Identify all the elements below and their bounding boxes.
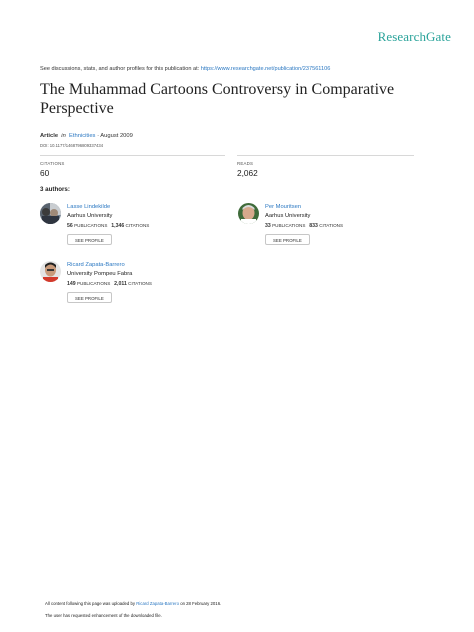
publications-label: PUBLICATIONS (272, 223, 306, 228)
researchgate-logo[interactable]: ResearchGate (377, 29, 451, 44)
see-profile-button[interactable]: SEE PROFILE (67, 234, 112, 245)
author-stats (67, 281, 152, 287)
author-name[interactable]: Per Mouritsen (265, 204, 302, 210)
author-name[interactable]: Lasse Lindekilde (67, 204, 111, 210)
citations-label: CITATIONS (40, 161, 65, 166)
author-name[interactable]: Ricard Zapata-Barrero (67, 262, 125, 268)
citations-count: 833 (309, 223, 318, 229)
publication-date: · August 2009 (97, 133, 133, 139)
author-card (40, 261, 220, 309)
see-profile-button[interactable]: SEE PROFILE (265, 234, 310, 245)
discussion-text: See discussions, stats, and author profiles for this publication at: (40, 66, 201, 72)
enhancement-note: The user has requested enhancement of the downloaded file. (45, 613, 162, 618)
reads-value: 2,062 (237, 168, 258, 178)
discussion-line (40, 66, 330, 72)
authors-count: 3 authors: (40, 186, 70, 193)
author-stats (265, 223, 343, 229)
author-stats (67, 223, 149, 229)
uploader-link[interactable]: Ricard Zapata-Barrero (136, 601, 179, 606)
see-profile-button[interactable]: SEE PROFILE (67, 292, 112, 303)
author-institution: University Pompeu Fabra (67, 271, 133, 277)
citations-label: CITATIONS (319, 223, 344, 228)
journal-link[interactable]: Ethnicities (69, 133, 96, 139)
publications-label: PUBLICATIONS (76, 281, 111, 286)
publication-title: The Muhammad Cartoons Controversy in Comparative Perspective (40, 81, 395, 117)
in-word: in (61, 133, 66, 139)
upload-note (45, 601, 221, 606)
avatar[interactable] (40, 203, 61, 224)
reads-label: READS (237, 161, 254, 166)
avatar[interactable] (238, 203, 259, 224)
doi: DOI: 10.1177/1468796809337434 (40, 143, 104, 148)
author-card (238, 203, 418, 251)
avatar[interactable] (40, 261, 61, 282)
citations-count: 2,011 (114, 281, 127, 287)
publication-link[interactable]: https://www.researchgate.net/publication/237561106 (200, 66, 331, 72)
upload-prefix: All content following this page was uploaded by (45, 601, 137, 606)
author-card (40, 203, 220, 251)
publications-label: PUBLICATIONS (74, 223, 108, 228)
divider-right (237, 155, 414, 156)
publication-type: Article (40, 133, 59, 139)
citations-value: 60 (40, 168, 50, 178)
citations-count: 1,346 (111, 223, 125, 229)
upload-suffix: on 28 February 2016. (179, 601, 222, 606)
author-institution: Aarhus University (265, 213, 311, 219)
publications-count: 56 (67, 223, 73, 229)
citations-label: CITATIONS (128, 281, 152, 286)
publications-count: 33 (265, 223, 271, 229)
publications-count: 149 (67, 281, 76, 287)
divider-left (40, 155, 225, 156)
citations-label: CITATIONS (125, 223, 150, 228)
publication-meta (40, 133, 133, 139)
author-institution: Aarhus University (67, 213, 113, 219)
